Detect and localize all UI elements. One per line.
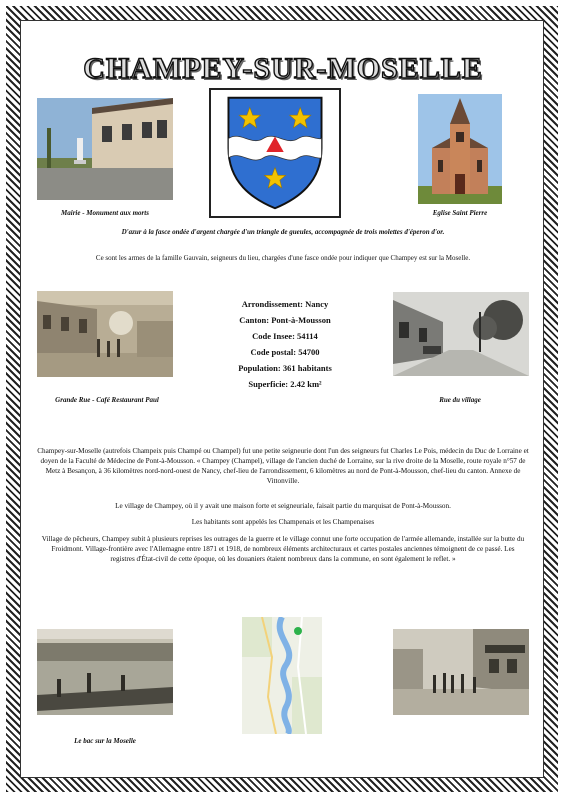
canton-value: Pont-à-Mousson — [271, 315, 331, 325]
page-title: CHAMPEY-SUR-MOSELLE — [83, 52, 483, 85]
eglise-photo — [418, 94, 502, 204]
grande-rue-caption: Grande Rue - Café Restaurant Paul — [55, 396, 159, 404]
insee-row: Code Insee: 54114 — [252, 331, 318, 341]
canton-row: Canton: Pont-à-Mousson — [239, 315, 331, 325]
bac-photo — [37, 629, 173, 715]
village-street-photo — [393, 629, 529, 715]
war-paragraph: Village de pêcheurs, Champey subit à plusieurs reprises les outrages de la guerre et le village connut une forte occupation de l'armée allemande, installée sur la butte du Froidmont. Village-frontière avec l'Allemagne entre 1871 et 1918, de nombreux éléments architecturaux et cartes postales anciennes témoignent de ce passé. Les registres d'État-civil de cette époque, où les douaniers étaient nombreux dans la commune, en sont également le reflet. » — [41, 535, 525, 563]
location-map — [242, 617, 322, 734]
population-row: Population: 361 habitants — [238, 363, 332, 373]
seigneurie-paragraph: Le village de Champey, où il y avait une maison forte et seigneuriale, faisait partie du marquisat de Pont-à-Mousson. — [115, 502, 451, 510]
population-value: 361 habitants — [282, 363, 332, 373]
rue-village-caption: Rue du village — [439, 396, 481, 404]
arrondissement-value: Nancy — [305, 299, 329, 309]
grande-rue-photo — [37, 291, 173, 377]
coat-of-arms — [209, 88, 341, 218]
arrondissement-row: Arrondissement: Nancy — [241, 299, 329, 309]
bac-caption: Le bac sur la Moselle — [74, 737, 136, 745]
arms-description: Ce sont les armes de la famille Gauvain, seigneurs du lieu, chargées d'une fasce ondée pour indiquer que Champey est sur la Moselle. — [95, 254, 471, 262]
postal-row: Code postal: 54700 — [250, 347, 320, 357]
superficie-value: 2.42 km² — [290, 379, 322, 389]
blazon-text: D'azur à la fasce ondée d'argent chargée d'un triangle de gueules, accompagnée de trois molettes d'éperon d'or. — [121, 228, 445, 236]
postal-value: 54700 — [298, 347, 320, 357]
eglise-caption: Eglise Saint Pierre — [432, 209, 488, 217]
history-paragraph: Champey-sur-Moselle (autrefois Champeix puis Champé ou Champel) fut une petite seigneurie dont l'un des seigneurs fut Charles Le Pois, médecin du Duc de Lorraine et doyen de la Faculté de Médecine de Pont-à-Mousson. « Champey (Champel), village de l'ancien duché de Lorraine, sur la rive droite de la Moselle, route royale n°57 de Metz à Besançon, à 36 kilomètres nord-nord-ouest de Nancy, chef-lieu de l'arrondissement, 6 kilomètres au nord de Pont-à-Mousson, chef-lieu du canton. Annexe de Vittonville. — [37, 447, 529, 485]
rue-village-photo — [393, 292, 529, 376]
habitants-paragraph: Les habitants sont appelés les Champenais et les Champenaises — [191, 518, 375, 526]
mairie-photo — [37, 98, 173, 200]
mairie-caption: Mairie - Monument aux morts — [61, 209, 149, 217]
insee-value: 54114 — [297, 331, 318, 341]
commune-info — [205, 296, 365, 392]
superficie-row: Superficie: 2.42 km² — [248, 379, 322, 389]
